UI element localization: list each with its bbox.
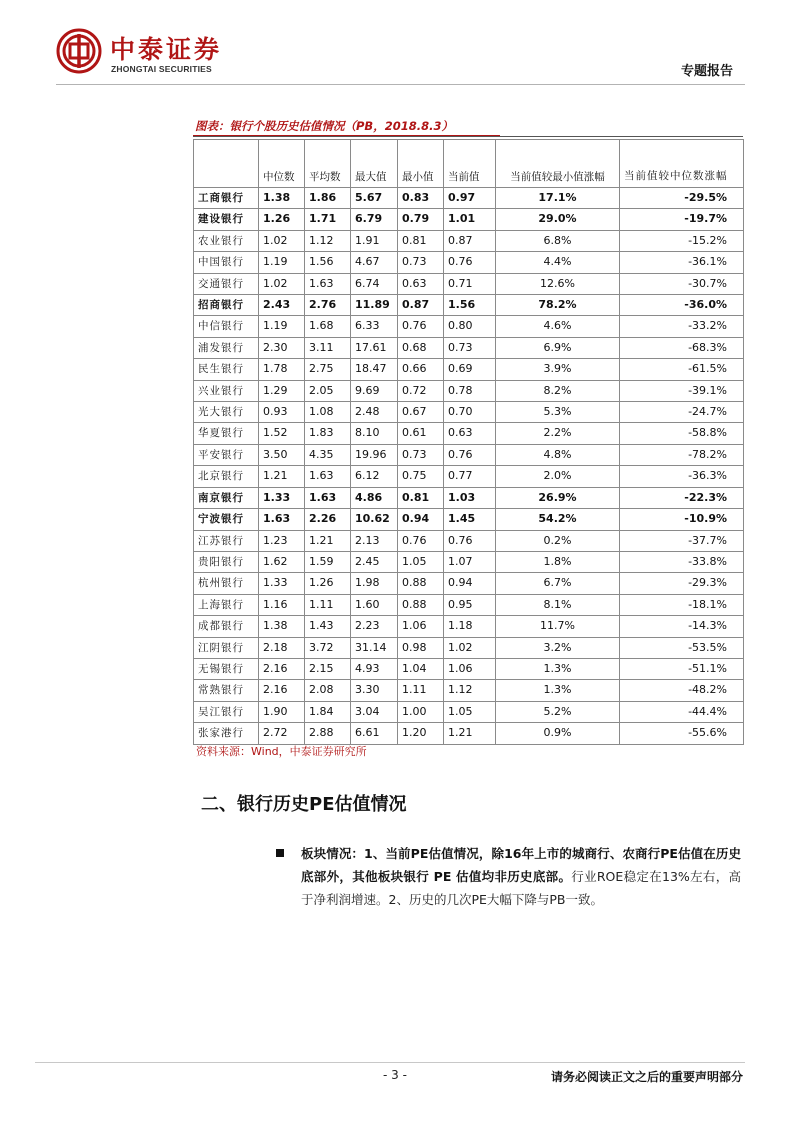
cell-min: 0.63 <box>398 273 444 294</box>
cell-min: 0.76 <box>398 530 444 551</box>
cell-current: 0.77 <box>444 466 496 487</box>
table-row <box>194 723 744 744</box>
cell-median: 2.18 <box>259 637 305 658</box>
cell-vs-min: 8.2% <box>496 380 620 401</box>
cell-max: 19.96 <box>351 444 398 465</box>
cell-median: 1.02 <box>259 230 305 251</box>
cell-name: 江阴银行 <box>194 637 259 658</box>
cell-max: 10.62 <box>351 509 398 530</box>
section-paragraph <box>301 842 741 911</box>
cell-current: 1.02 <box>444 637 496 658</box>
cell-vs-min: 0.2% <box>496 530 620 551</box>
cell-median: 2.43 <box>259 295 305 316</box>
cell-min: 0.79 <box>398 209 444 230</box>
cell-median: 1.21 <box>259 466 305 487</box>
cell-name: 华夏银行 <box>194 423 259 444</box>
cell-vs-min: 4.8% <box>496 444 620 465</box>
table-row <box>194 316 744 337</box>
cell-mean: 1.86 <box>305 188 351 209</box>
cell-vs-min: 3.2% <box>496 637 620 658</box>
cell-name: 杭州银行 <box>194 573 259 594</box>
cell-name: 吴江银行 <box>194 701 259 722</box>
cell-median: 1.90 <box>259 701 305 722</box>
table-row <box>194 594 744 615</box>
column-header: 当前值较中位数涨幅 <box>620 140 744 188</box>
cell-min: 0.83 <box>398 188 444 209</box>
table-row <box>194 209 744 230</box>
cell-current: 1.06 <box>444 658 496 679</box>
cell-vs-min: 26.9% <box>496 487 620 508</box>
cell-mean: 1.84 <box>305 701 351 722</box>
cell-vs-median: -68.3% <box>620 337 744 358</box>
cell-mean: 4.35 <box>305 444 351 465</box>
cell-median: 1.38 <box>259 188 305 209</box>
cell-vs-median: -14.3% <box>620 616 744 637</box>
table-row <box>194 252 744 273</box>
cell-name: 农业银行 <box>194 230 259 251</box>
cell-mean: 2.75 <box>305 359 351 380</box>
cell-vs-median: -51.1% <box>620 658 744 679</box>
table-body <box>194 188 744 745</box>
cell-mean: 1.21 <box>305 530 351 551</box>
table-row <box>194 573 744 594</box>
cell-min: 1.00 <box>398 701 444 722</box>
cell-min: 1.04 <box>398 658 444 679</box>
cell-current: 0.69 <box>444 359 496 380</box>
cell-vs-min: 5.2% <box>496 701 620 722</box>
cell-vs-min: 54.2% <box>496 509 620 530</box>
cell-vs-median: -44.4% <box>620 701 744 722</box>
cell-median: 1.52 <box>259 423 305 444</box>
cell-median: 1.63 <box>259 509 305 530</box>
cell-median: 1.23 <box>259 530 305 551</box>
cell-max: 5.67 <box>351 188 398 209</box>
report-type-label: 专题报告 <box>680 64 733 79</box>
cell-name: 中信银行 <box>194 316 259 337</box>
footer-divider <box>35 1062 745 1063</box>
cell-vs-median: -33.2% <box>620 316 744 337</box>
cell-vs-median: -36.3% <box>620 466 744 487</box>
cell-name: 江苏银行 <box>194 530 259 551</box>
table-row <box>194 337 744 358</box>
valuation-table <box>193 139 744 745</box>
cell-name: 南京银行 <box>194 487 259 508</box>
cell-vs-median: -29.5% <box>620 188 744 209</box>
cell-mean: 2.05 <box>305 380 351 401</box>
table-row <box>194 509 744 530</box>
table-row <box>194 487 744 508</box>
cell-median: 1.33 <box>259 487 305 508</box>
cell-name: 宁波银行 <box>194 509 259 530</box>
cell-vs-min: 0.9% <box>496 723 620 744</box>
figure-title: 图表：银行个股历史估值情况（PB，2018.8.3） <box>193 117 500 137</box>
cell-name: 常熟银行 <box>194 680 259 701</box>
cell-current: 0.78 <box>444 380 496 401</box>
cell-min: 0.61 <box>398 423 444 444</box>
cell-min: 0.66 <box>398 359 444 380</box>
cell-median: 1.02 <box>259 273 305 294</box>
cell-current: 0.97 <box>444 188 496 209</box>
cell-vs-median: -36.0% <box>620 295 744 316</box>
cell-vs-min: 5.3% <box>496 402 620 423</box>
table-row <box>194 530 744 551</box>
brand-name-en: ZHONGTAI SECURITIES <box>111 64 212 74</box>
cell-name: 张家港行 <box>194 723 259 744</box>
cell-mean: 2.76 <box>305 295 351 316</box>
cell-mean: 1.43 <box>305 616 351 637</box>
brand-name-cn: 中泰证券 <box>110 35 223 64</box>
cell-vs-min: 12.6% <box>496 273 620 294</box>
cell-current: 0.76 <box>444 252 496 273</box>
cell-max: 4.67 <box>351 252 398 273</box>
cell-current: 1.03 <box>444 487 496 508</box>
footer-disclaimer: 请务必阅读正文之后的重要声明部分 <box>550 1070 743 1084</box>
cell-name: 无锡银行 <box>194 658 259 679</box>
cell-median: 2.16 <box>259 680 305 701</box>
cell-vs-min: 2.0% <box>496 466 620 487</box>
cell-median: 2.30 <box>259 337 305 358</box>
cell-max: 17.61 <box>351 337 398 358</box>
zhongtai-logo-icon <box>56 28 102 74</box>
cell-median: 1.19 <box>259 316 305 337</box>
cell-name: 兴业银行 <box>194 380 259 401</box>
cell-min: 1.11 <box>398 680 444 701</box>
cell-max: 6.12 <box>351 466 398 487</box>
table-row <box>194 444 744 465</box>
cell-min: 0.88 <box>398 573 444 594</box>
cell-mean: 1.59 <box>305 551 351 572</box>
column-header <box>194 140 259 188</box>
cell-vs-min: 6.8% <box>496 230 620 251</box>
cell-min: 0.94 <box>398 509 444 530</box>
table-row <box>194 359 744 380</box>
cell-min: 0.88 <box>398 594 444 615</box>
cell-min: 0.73 <box>398 252 444 273</box>
column-header: 当前值较最小值涨幅 <box>496 140 620 188</box>
paragraph-bold-text: 板块情况：1、当前PE估值情况，除16年上市的城商行、农商行PE估值在历史底部外，其他板块银行 PE 估值均非历史底部。 <box>301 846 741 884</box>
figure-title-rule <box>193 136 743 137</box>
cell-mean: 3.72 <box>305 637 351 658</box>
cell-max: 2.23 <box>351 616 398 637</box>
column-header: 当前值 <box>444 140 496 188</box>
cell-max: 31.14 <box>351 637 398 658</box>
cell-vs-min: 1.3% <box>496 658 620 679</box>
cell-current: 0.94 <box>444 573 496 594</box>
cell-name: 建设银行 <box>194 209 259 230</box>
cell-min: 0.81 <box>398 487 444 508</box>
table-row <box>194 295 744 316</box>
bullet-square-icon <box>276 849 284 857</box>
table-row <box>194 466 744 487</box>
cell-median: 2.72 <box>259 723 305 744</box>
cell-mean: 1.08 <box>305 402 351 423</box>
cell-current: 1.12 <box>444 680 496 701</box>
table-header-row <box>194 140 744 188</box>
cell-min: 0.75 <box>398 466 444 487</box>
cell-name: 成都银行 <box>194 616 259 637</box>
cell-name: 光大银行 <box>194 402 259 423</box>
cell-vs-median: -55.6% <box>620 723 744 744</box>
page-number: - 3 - <box>383 1068 407 1082</box>
cell-min: 0.98 <box>398 637 444 658</box>
cell-max: 9.69 <box>351 380 398 401</box>
cell-median: 1.16 <box>259 594 305 615</box>
cell-median: 1.26 <box>259 209 305 230</box>
cell-median: 1.29 <box>259 380 305 401</box>
cell-name: 招商银行 <box>194 295 259 316</box>
cell-name: 贵阳银行 <box>194 551 259 572</box>
cell-median: 1.38 <box>259 616 305 637</box>
cell-name: 北京银行 <box>194 466 259 487</box>
cell-min: 0.72 <box>398 380 444 401</box>
cell-current: 1.56 <box>444 295 496 316</box>
cell-vs-min: 1.8% <box>496 551 620 572</box>
cell-max: 18.47 <box>351 359 398 380</box>
cell-vs-median: -24.7% <box>620 402 744 423</box>
cell-mean: 1.63 <box>305 466 351 487</box>
cell-max: 2.45 <box>351 551 398 572</box>
cell-name: 中国银行 <box>194 252 259 273</box>
cell-vs-median: -30.7% <box>620 273 744 294</box>
cell-mean: 1.63 <box>305 273 351 294</box>
paragraph-normal-text: 行业ROE稳定在13%左右，高于净利润增速。2、历史的几次PE大幅下降与PB一致。 <box>301 869 741 907</box>
cell-current: 1.05 <box>444 701 496 722</box>
cell-current: 0.76 <box>444 444 496 465</box>
cell-mean: 2.15 <box>305 658 351 679</box>
table-row <box>194 402 744 423</box>
table-row <box>194 701 744 722</box>
cell-current: 0.95 <box>444 594 496 615</box>
cell-max: 1.60 <box>351 594 398 615</box>
cell-vs-min: 6.7% <box>496 573 620 594</box>
cell-mean: 1.56 <box>305 252 351 273</box>
cell-max: 1.98 <box>351 573 398 594</box>
cell-median: 1.19 <box>259 252 305 273</box>
cell-current: 0.87 <box>444 230 496 251</box>
figure-source: 资料来源：Wind，中泰证券研究所 <box>196 745 367 758</box>
cell-min: 0.87 <box>398 295 444 316</box>
cell-current: 1.07 <box>444 551 496 572</box>
cell-vs-min: 29.0% <box>496 209 620 230</box>
cell-max: 6.33 <box>351 316 398 337</box>
cell-vs-min: 2.2% <box>496 423 620 444</box>
cell-vs-min: 17.1% <box>496 188 620 209</box>
cell-max: 4.86 <box>351 487 398 508</box>
cell-vs-median: -58.8% <box>620 423 744 444</box>
cell-name: 浦发银行 <box>194 337 259 358</box>
cell-current: 1.21 <box>444 723 496 744</box>
cell-name: 民生银行 <box>194 359 259 380</box>
cell-current: 1.01 <box>444 209 496 230</box>
cell-mean: 1.26 <box>305 573 351 594</box>
column-header: 平均数 <box>305 140 351 188</box>
cell-current: 0.76 <box>444 530 496 551</box>
cell-max: 2.13 <box>351 530 398 551</box>
cell-vs-median: -10.9% <box>620 509 744 530</box>
cell-median: 0.93 <box>259 402 305 423</box>
cell-mean: 1.68 <box>305 316 351 337</box>
cell-min: 1.05 <box>398 551 444 572</box>
cell-min: 0.76 <box>398 316 444 337</box>
cell-min: 1.20 <box>398 723 444 744</box>
company-logo <box>56 28 246 78</box>
cell-median: 3.50 <box>259 444 305 465</box>
cell-max: 3.04 <box>351 701 398 722</box>
cell-current: 0.73 <box>444 337 496 358</box>
cell-mean: 2.26 <box>305 509 351 530</box>
table-row <box>194 658 744 679</box>
cell-mean: 1.71 <box>305 209 351 230</box>
cell-current: 1.18 <box>444 616 496 637</box>
cell-vs-median: -36.1% <box>620 252 744 273</box>
cell-current: 0.63 <box>444 423 496 444</box>
cell-vs-median: -53.5% <box>620 637 744 658</box>
cell-max: 1.91 <box>351 230 398 251</box>
cell-median: 1.33 <box>259 573 305 594</box>
cell-vs-median: -15.2% <box>620 230 744 251</box>
cell-vs-median: -39.1% <box>620 380 744 401</box>
cell-vs-min: 1.3% <box>496 680 620 701</box>
cell-max: 6.79 <box>351 209 398 230</box>
cell-name: 交通银行 <box>194 273 259 294</box>
column-header: 中位数 <box>259 140 305 188</box>
cell-mean: 1.12 <box>305 230 351 251</box>
cell-mean: 2.88 <box>305 723 351 744</box>
cell-mean: 3.11 <box>305 337 351 358</box>
cell-name: 工商银行 <box>194 188 259 209</box>
table-row <box>194 637 744 658</box>
cell-min: 1.06 <box>398 616 444 637</box>
figure-title-row <box>193 117 743 137</box>
cell-mean: 1.83 <box>305 423 351 444</box>
table-row <box>194 551 744 572</box>
cell-name: 上海银行 <box>194 594 259 615</box>
cell-vs-median: -48.2% <box>620 680 744 701</box>
cell-current: 0.70 <box>444 402 496 423</box>
column-header: 最小值 <box>398 140 444 188</box>
cell-vs-median: -33.8% <box>620 551 744 572</box>
cell-max: 8.10 <box>351 423 398 444</box>
cell-max: 4.93 <box>351 658 398 679</box>
cell-median: 2.16 <box>259 658 305 679</box>
cell-vs-median: -29.3% <box>620 573 744 594</box>
cell-min: 0.68 <box>398 337 444 358</box>
table-row <box>194 230 744 251</box>
cell-min: 0.67 <box>398 402 444 423</box>
cell-max: 6.74 <box>351 273 398 294</box>
table-row <box>194 273 744 294</box>
cell-min: 0.73 <box>398 444 444 465</box>
cell-current: 0.71 <box>444 273 496 294</box>
cell-vs-median: -78.2% <box>620 444 744 465</box>
cell-vs-min: 4.4% <box>496 252 620 273</box>
table-row <box>194 380 744 401</box>
cell-vs-min: 3.9% <box>496 359 620 380</box>
table-row <box>194 616 744 637</box>
cell-min: 0.81 <box>398 230 444 251</box>
cell-median: 1.62 <box>259 551 305 572</box>
cell-max: 6.61 <box>351 723 398 744</box>
table-row <box>194 680 744 701</box>
table-row <box>194 188 744 209</box>
cell-current: 0.80 <box>444 316 496 337</box>
cell-vs-min: 6.9% <box>496 337 620 358</box>
cell-mean: 2.08 <box>305 680 351 701</box>
cell-current: 1.45 <box>444 509 496 530</box>
cell-max: 11.89 <box>351 295 398 316</box>
cell-vs-median: -22.3% <box>620 487 744 508</box>
cell-vs-median: -18.1% <box>620 594 744 615</box>
cell-vs-median: -37.7% <box>620 530 744 551</box>
section-heading: 二、银行历史PE估值情况 <box>201 794 407 815</box>
header-divider <box>56 84 745 85</box>
cell-vs-median: -61.5% <box>620 359 744 380</box>
cell-vs-min: 78.2% <box>496 295 620 316</box>
cell-mean: 1.63 <box>305 487 351 508</box>
table-row <box>194 423 744 444</box>
cell-vs-min: 4.6% <box>496 316 620 337</box>
cell-vs-min: 8.1% <box>496 594 620 615</box>
cell-median: 1.78 <box>259 359 305 380</box>
cell-name: 平安银行 <box>194 444 259 465</box>
cell-max: 3.30 <box>351 680 398 701</box>
cell-vs-min: 11.7% <box>496 616 620 637</box>
cell-mean: 1.11 <box>305 594 351 615</box>
column-header: 最大值 <box>351 140 398 188</box>
cell-vs-median: -19.7% <box>620 209 744 230</box>
cell-max: 2.48 <box>351 402 398 423</box>
